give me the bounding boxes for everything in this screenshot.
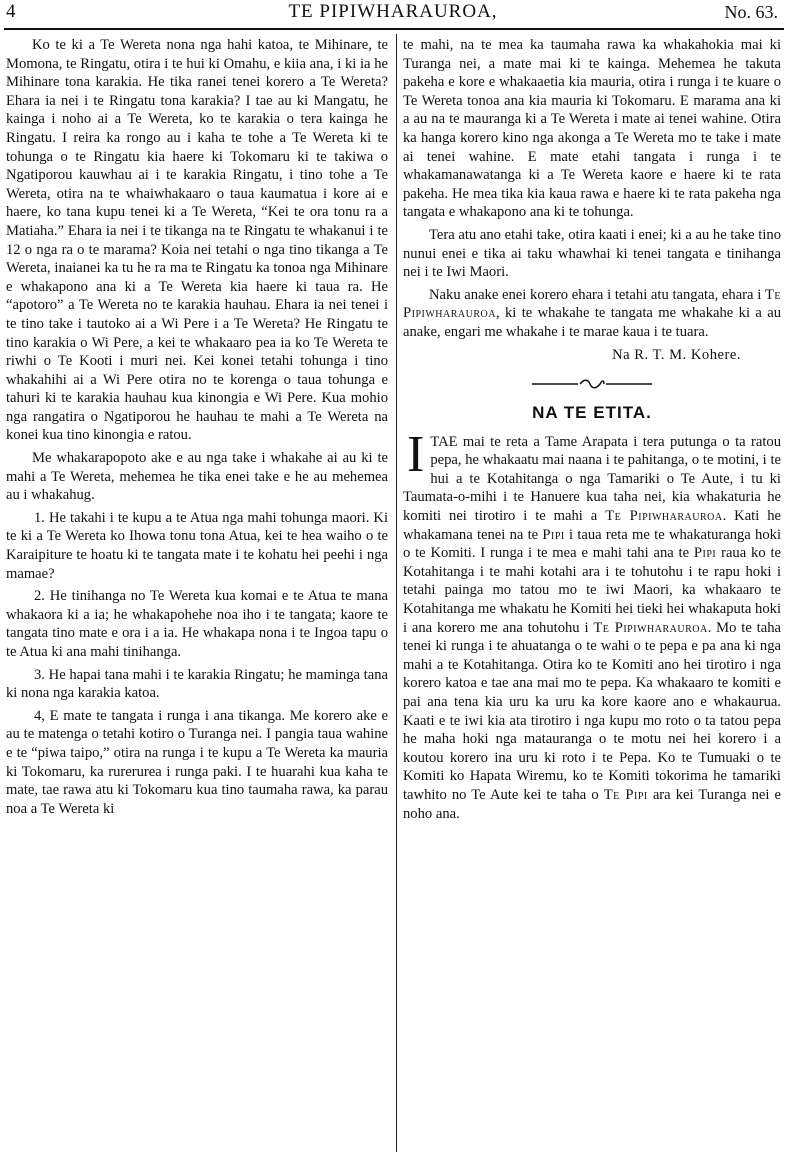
left-column xyxy=(6,36,388,822)
drop-cap: I xyxy=(407,425,425,483)
article-paragraph: Me whakarapopoto ake e au nga take i whakahe ai au ki te mahi a Te Wereta, mehemea he tika enei take e he au mehemea au i whakahug. xyxy=(6,450,388,504)
right-column xyxy=(403,36,781,827)
numbered-point: 4, E mate te tangata i runga i ana tikanga. Me korero ake e au te matenga o tetahi kotiro o Turanga nei. I pangia taua wahine e te “piwa taipo,” otira na runga i te kupu a Te Wereta ka mauria ki Tokomaru, ka rurerurea i runga paki. I te huarahi kua kaha te mate, tae rawa atu ki Tokomaru kua tino taumaha rawa, ka parau noa a Te Wereta ki xyxy=(6,707,388,817)
author-signature: Na R. T. M. Kohere. xyxy=(612,346,741,363)
issue-number: No. 63. xyxy=(724,2,778,22)
article-paragraph: Naku anake enei korero ehara i tetahi atu tangata, ehara i Te Pipiwharauroa, ki te whakahe te tangata me whakahe ki a au anake, engari me whakahe i te marae kaua i te tuara. xyxy=(403,286,781,340)
ornament-divider xyxy=(532,378,652,390)
column-divider xyxy=(396,34,397,1152)
newspaper-title: TE PIPIWHARAUROA, xyxy=(288,1,498,22)
section-heading: NA TE ETITA. xyxy=(532,403,652,423)
numbered-point: 1. He takahi i te kupu a te Atua nga mahi tohunga maori. Ki te ki a Te Wereta ko Ihowa tonu tona Atua, kei te hea waiho o te Karaipiture te hoatu ki te tangata mate i te kohatu hei peehi i nga mamae? xyxy=(6,509,388,582)
numbered-point: 2. He tinihanga no Te Wereta kua komai e te Atua te mana whakaora ki a ia; he whakapohehe noa iho i te tangata; kaore te tangata tino mate e ora i a ia. He whakapa nona i te Ingoa tapu o te Atua ki ana mahi tinihanga. xyxy=(6,588,388,660)
numbered-point: 3. He hapai tana mahi i te karakia Ringatu; he maminga tana ki nona nga karakia katoa. xyxy=(6,666,388,702)
editorial-paragraph: ITAE mai te reta a Tame Arapata i tera putunga o ta ratou pepa, he whakaatu mai naana i te pahitanga, o te motini, i te hui a te Kotahitanga o nga Tamariki o Te Aute, i tu ki Taumata-o-mihi i te Hanuere kua taha nei, kia whakaturia he komiti nei tirotiro i te mahi a Te Pipiwharauroa. Kati he whakamana tenei na te Pipi i taua reta me te whakaturanga hoki o te Komiti. I runga i te mea e mahi tahi ana te Pipi raua ko te Kotahitanga i te mahi kotahi ara i te tohutohu i te rapu hoki i tetahi painga mo tatou mo te iwi Maori, ka whakaaro te Kotahitanga me whakatu he Komiti hei tieki hei whakaputa hoki i ana korero me ana tohutohu i Te Pipiwharauroa. Mo te taha tenei ki runga i te ahuatanga o te wahi o te pepa e pa ana ki nga mahi a te Kotahitanga. Otira ko te Komiti ano hei tirotiro i nga korero katoa e tae ana mai mo te pepa. Ka whakaaro te komiti e pai ana tena kia uru ka uru ka kore kaore ano e whakaurua. Kaati e te iwi kia ata tirotiro i nga kupu mo roto o ta tatou pepa he maha hoki nga matauranga o te motu nei hei korero i a koutou korero ina uru ki roto i te Pepa. Ko te Tumuaki o te Komiti ko Hapata Wiremu, ko te Komiti tokorima he tamariki tawhito no Te Aute kei te taha o Te Pipi ara kei Turanga nei e noho ana. xyxy=(403,425,781,822)
newspaper-name: Te Pipiwharauroa xyxy=(403,286,781,322)
article-paragraph: te mahi, na te mea ka taumaha rawa ka whakahokia mai ki Turanga nei, a mate mai ki te kainga. Mehemea he takuta pakeha e kore e whakaaetia kia mauria, otira i runga i te kuare o Te Wereta tonoa ana kia mauria ki Tokomaru. E marama ana ki a au na te mauranga ki a Te Wereta i mate ai tenei wahine. Otira ka hanga korero kino nga akonga a Te Wereta mo te take i mate ai tenei wahine. E mate etahi tangata i runga i te whakamanawatanga ki a Te Wereta kaore e haere ki te rata pakeha. He mea tika kia kaua rawa e haere ki te rata pakeha nga tangata e whakapono ana ki te tohunga. xyxy=(403,37,781,221)
article-paragraph: Tera atu ano etahi take, otira kaati i enei; ki a au he take tino nunui enei e tika ai taku whawhai ki tenei tangata e tinihanga nei i te Iwi Maori. xyxy=(403,226,781,281)
article-paragraph: Ko te ki a Te Wereta nona nga hahi katoa, te Mihinare, te Momona, te Ringatu, otira i te hui ki Omahu, e kiia ana, i ki ia he Mihinare tona karakia. He tika ranei tenei korero a Te Wereta? Ehara ia nei i te Ringatu tona karakia? I tae au ki Mangatu, he kainga i noho ai a Te Wereta, ko te karakia o tera kainga he Ringatu. I reira ka rongo au i kaha te tohe a Te Wereta ki te tohunga o te Ringatu kia haere ki Tokomaru ki te takiwa o Ngatiporou kauwhau ai i te karakia Ringatu, i tino tohe a Te Wereta, otira na te whaiwhakaaro o taua kaumatua i kore ai e haere, ko tana kupu tenei ki a Te Wereta, “Kei te ora tonu ra a Matiaha.” Ehara ia nei i te tikanga na te Ringatu te whakanui i te 12 o nga ra o te marama? Koia nei tetahi o nga tino tikanga a Te Wereta, inaianei ka tu he ra ma te Ringatu ka tonoa nga Mihinare e whakapono ana ki a Te Wereta kia haere ki taua ra. He “apotoro” a Te Wereta no te karakia hauhau. Ehara ia nei tenei i te tino take i tautoko ai a Wi Pere i a Te Wereta? He Ringatu te tino karakia o Wi Pere, a kei te whakaaro pea ia ko Te Wereta te riwhi o Te Kooti i muri nei. Kei konei tetahi tohunga i tino whakahihi ai a Wi Pere otira no te korenga o taua tohunga e tahuri ki te karakia hauhau kua kinongia e Wi Pere. Kua mohio nga rangatira o Ngatiporou he hauhau te mahi a Te Wereta na konei kua tino kinongia e ratou. xyxy=(6,37,388,444)
header-rule xyxy=(4,28,784,30)
page-header xyxy=(0,0,786,30)
page-number: 4 xyxy=(6,1,16,22)
